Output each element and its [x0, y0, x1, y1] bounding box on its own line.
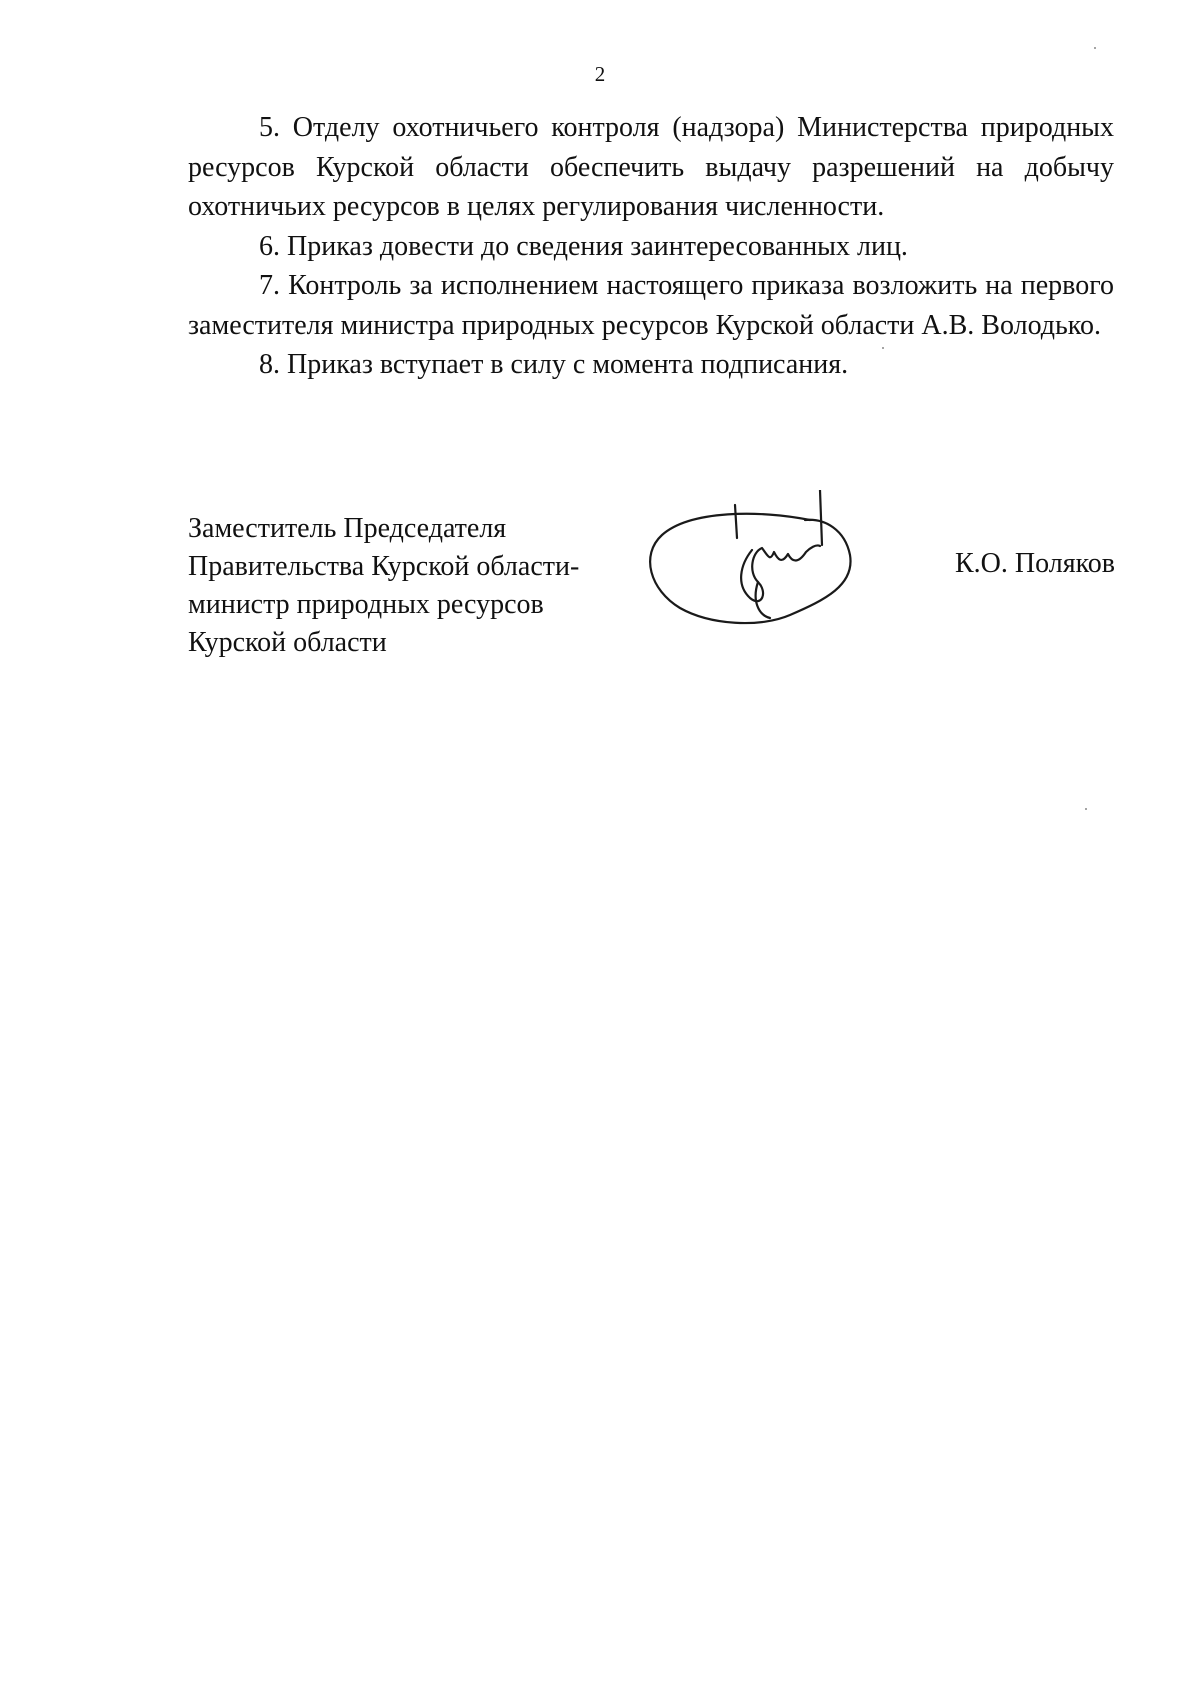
paragraph-8: 8. Приказ вступает в силу с момента подписания. — [259, 349, 849, 380]
paragraph-6: 6. Приказ довести до сведения заинтересованных лиц. — [259, 230, 908, 262]
paragraph-7: 7. Контроль за исполнением настоящего приказа возложить на первого заместителя министра природных ресурсов Курской области А.В. Володько. — [188, 270, 1114, 341]
page-number: 2 — [594, 62, 606, 86]
paragraph-5: 5. Отделу охотничьего контроля (надзора) Министерства природных ресурсов Курской области обеспечить выдачу разрешений на добычу охотничьих ресурсов в целях регулирования численности. — [188, 112, 1114, 222]
signatory-title-line-3: министр природных ресурсов — [188, 589, 544, 620]
signatory-title-line-1: Заместитель Председателя — [188, 513, 507, 544]
signatory-title-line-4: Курской области — [188, 627, 387, 658]
order-body — [188, 108, 1114, 385]
handwritten-signature-icon — [640, 490, 880, 640]
signatory-title — [188, 510, 648, 662]
scan-speck — [882, 347, 884, 349]
scan-speck — [1085, 808, 1087, 810]
scan-speck — [1094, 47, 1096, 49]
signatory-title-line-2: Правительства Курской области- — [188, 551, 580, 582]
signatory-name: К.О. Поляков — [955, 548, 1116, 579]
